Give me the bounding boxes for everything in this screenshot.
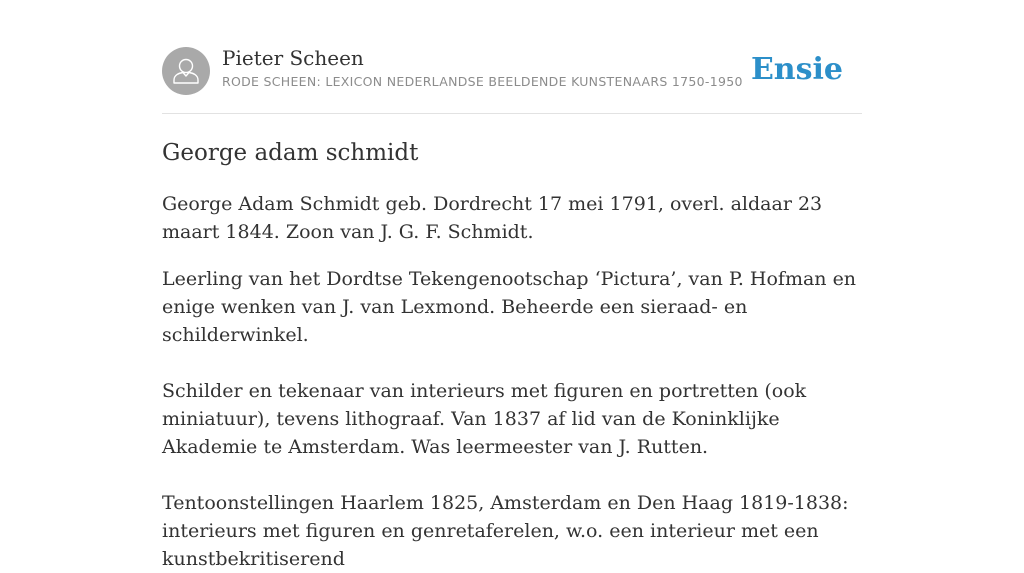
article-paragraph: George Adam Schmidt geb. Dordrecht 17 mei 1791, overl. aldaar 23 maart 1844. Zoon van J. G. F. Schmidt.: [162, 193, 823, 243]
article-paragraph: Tentoonstellingen Haarlem 1825, Amsterdam en Den Haag 1819-1838: interieurs met figuren en genretaferelen, w.o. een interieur met een kunstbekritiserend: [162, 492, 849, 570]
ensie-logo[interactable]: Ensie: [750, 52, 843, 87]
article-title: George adam schmidt: [162, 140, 419, 166]
article-header: [162, 47, 862, 114]
article-paragraph: Leerling van het Dordtse Tekengenootschap ‘Pictura’, van P. Hofman en enige wenken van J. van Lexmond. Beheerde een sieraad- en schilderwinkel.: [162, 268, 857, 346]
user-silhouette-icon: [162, 47, 210, 95]
source-title[interactable]: RODE SCHEEN: LEXICON NEDERLANDSE BEELDENDE KUNSTENAARS 1750-1950: [222, 74, 743, 89]
author-avatar[interactable]: [162, 47, 210, 95]
author-name[interactable]: Pieter Scheen: [222, 46, 364, 70]
article-body: [162, 190, 862, 573]
article-paragraph: Schilder en tekenaar van interieurs met figuren en portretten (ook miniatuur), tevens lithograaf. Van 1837 af lid van de Koninklijke Akademie te Amsterdam. Was leermeester van J. Rutten.: [162, 380, 807, 458]
